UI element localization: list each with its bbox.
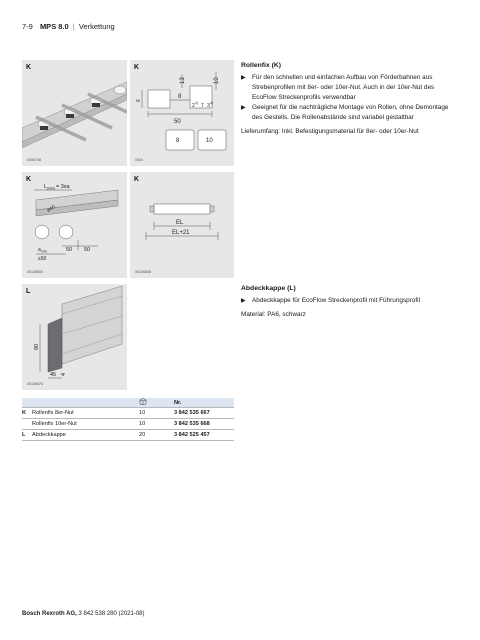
dim-el: EL — [176, 220, 184, 226]
bullet-item — [241, 73, 456, 103]
section-abdeckkappe — [241, 284, 456, 320]
dim-small-a: 2 — [192, 103, 195, 109]
dim-small-b: 7 — [201, 103, 204, 109]
dim-lmin-rest: = 3xa — [56, 184, 70, 190]
page-title: MPS 8.0 — [39, 22, 69, 31]
order-table — [22, 398, 234, 441]
bullet-item — [241, 103, 456, 123]
figure-k-rollenfix-dimensions — [130, 60, 234, 166]
bullet-arrow-icon: ▶ — [241, 298, 246, 304]
figure-code: 00136808 — [135, 270, 151, 274]
figure-tag: K — [134, 64, 140, 71]
table-row — [22, 419, 234, 430]
section-rollenfix — [241, 61, 456, 137]
figure-code: 00136876 — [27, 382, 43, 386]
dim-right-h: 13 — [180, 77, 186, 84]
figure-tag: L — [26, 288, 31, 295]
dim-small-c-sup: 1) — [210, 101, 214, 105]
bullet-item — [241, 296, 456, 306]
row-key: L — [22, 430, 32, 441]
dim-d1: 50 — [66, 247, 73, 253]
figure-code: 0054738 — [27, 158, 41, 162]
row-nr: 3 842 535 668 — [174, 419, 234, 430]
figure-k-roller-length — [130, 172, 234, 278]
rollenfix-dimension-drawing — [130, 60, 234, 166]
section-heading: Abdeckkappe (L) — [241, 285, 296, 292]
table-row — [22, 430, 234, 441]
dim-height: 80 — [34, 343, 40, 350]
section-heading: Rollenfix (K) — [241, 62, 282, 69]
dim-top: 10 — [214, 77, 220, 84]
bullet-list — [241, 73, 456, 123]
abdeckkappe-drawing — [22, 284, 127, 390]
roller-spacing-drawing — [22, 172, 127, 278]
bullet-text: Geeignet für die nachträgliche Montage von Rollen, ohne Demontage des Gestells. Die Rollenabstände sind variabel gestaltbar — [252, 104, 449, 121]
dim-mid: 8 — [178, 94, 182, 100]
row-name: Abdeckkappe — [32, 430, 139, 441]
bullet-text: Für den schnellen und einfachen Aufbau von Förderbahnen aus Strebenprofilen mit 8er- oder 10er-Nut. Auch in der 10er-Nut des EcoFlow Streckenprofils verwendbar — [252, 74, 435, 101]
row-qty: 10 — [139, 408, 174, 419]
package-icon — [139, 398, 174, 408]
dim-lmin-sub: (min) — [47, 186, 55, 191]
dim-width: 50 — [174, 119, 181, 125]
section-note: Lieferumfang: Inkl. Befestigungsmaterial für 8er- oder 10er-Nut — [241, 128, 419, 135]
page-footer — [22, 611, 145, 617]
row-key: K — [22, 408, 32, 419]
dim-thickness: 4 — [61, 372, 67, 376]
table-header-row — [22, 398, 234, 408]
table-row — [22, 408, 234, 419]
dim-small-a-sup: 1) — [195, 101, 199, 105]
header-separator: | — [72, 22, 75, 31]
dim-small-c: 3 — [207, 103, 210, 109]
column-header-nr: Nr. — [174, 398, 234, 408]
dim-lmin: L — [44, 184, 48, 190]
row-qty: 20 — [139, 430, 174, 441]
bullet-arrow-icon: ▶ — [241, 105, 246, 111]
box-icon — [139, 398, 147, 405]
bullet-text: Abdeckkappe für EcoFlow Streckenprofil mit Führungsprofil — [252, 297, 421, 304]
row-name: Rollenfix 8er-Nut — [32, 408, 139, 419]
page-header — [22, 22, 115, 31]
dim-width: 45 — [50, 372, 57, 378]
rollenfix-iso-drawing — [22, 60, 127, 166]
dim-diameter: ø40 — [46, 204, 57, 214]
figure-k-roller-spacing — [22, 172, 127, 278]
bullet-arrow-icon: ▶ — [241, 75, 246, 81]
row-nr: 3 842 535 667 — [174, 408, 234, 419]
dim-amin-rest: ≥50 — [38, 256, 47, 262]
figure-k-rollenfix-iso — [22, 60, 127, 166]
figure-l-abdeckkappe — [22, 284, 127, 390]
dim-amin: a — [38, 247, 41, 253]
slot-10-label: 10 — [206, 138, 213, 144]
dim-el21: EL+21 — [172, 230, 190, 236]
figure-tag: K — [26, 176, 32, 183]
roller-length-drawing — [130, 172, 234, 278]
chapter-name: Verkettung — [78, 22, 115, 31]
row-nr: 3 842 525 457 — [174, 430, 234, 441]
row-qty: 10 — [139, 419, 174, 430]
figure-tag: K — [134, 176, 140, 183]
dim-d2: 50 — [84, 247, 91, 253]
figure-code: 00136809 — [27, 270, 43, 274]
figure-tag: K — [26, 64, 32, 71]
dim-amin-sub: min — [41, 249, 47, 254]
footer-company: Bosch Rexroth AG, — [22, 611, 77, 617]
figure-code: 0544 — [135, 158, 143, 162]
bullet-list — [241, 296, 456, 306]
row-name: Rollenfix 10er-Nut — [32, 419, 139, 430]
slot-8-label: 8 — [176, 138, 180, 144]
section-note: Material: PA6, schwarz — [241, 311, 306, 318]
row-key — [22, 419, 32, 430]
page-number: 7-9 — [22, 22, 33, 31]
dim-left-h: 6 — [136, 99, 142, 102]
footer-doc-number: 3 842 538 280 (2021-08) — [78, 611, 145, 617]
